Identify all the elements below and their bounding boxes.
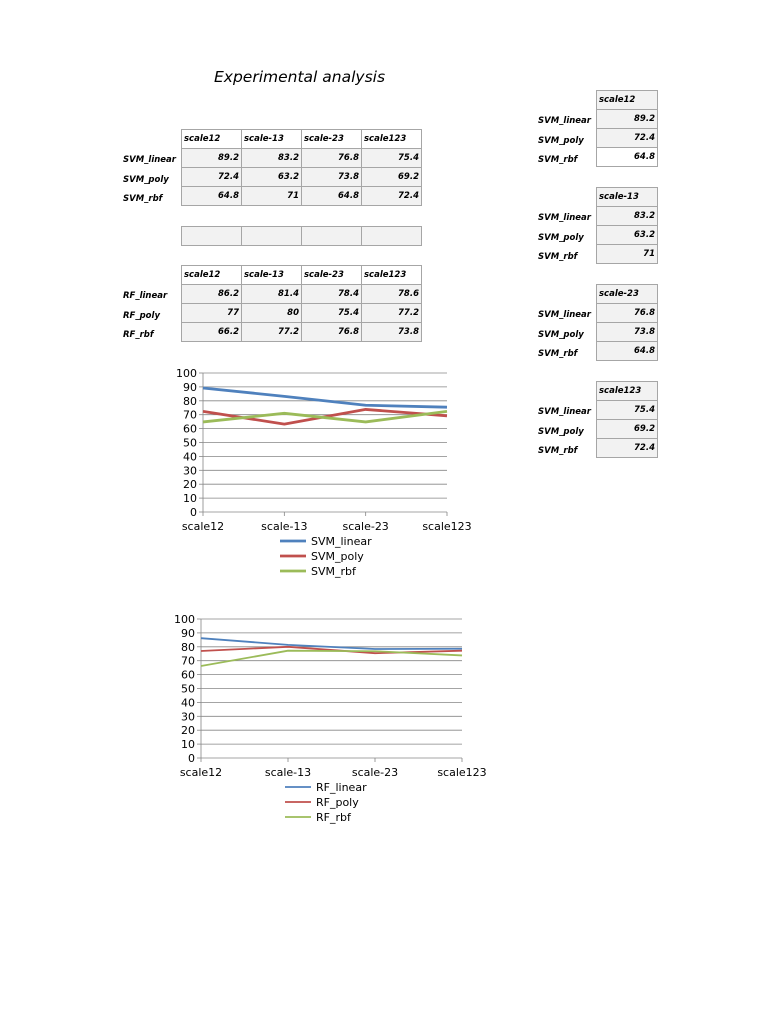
table-cell: 89.2 xyxy=(182,149,242,168)
side-table-scale-23 xyxy=(596,284,658,361)
y-tick-label: 90 xyxy=(183,380,197,394)
table-cell: 64.8 xyxy=(597,148,658,167)
rf-row-label: RF_rbf xyxy=(123,330,154,340)
side-table-scale123 xyxy=(596,381,658,458)
table-header-cell: scale123 xyxy=(362,130,422,149)
table-cell: 76.8 xyxy=(302,323,362,342)
table-cell: 64.8 xyxy=(302,187,362,206)
y-tick-label: 0 xyxy=(190,506,197,519)
side-row-label: SVM_linear xyxy=(538,310,591,320)
empty-cell xyxy=(182,227,242,246)
series-line-RF_linear xyxy=(201,638,462,649)
table-cell: 72.4 xyxy=(597,439,658,458)
empty-table-row xyxy=(181,226,422,246)
empty-cell xyxy=(242,227,302,246)
side-table-scale12 xyxy=(596,90,658,167)
side-table-header: scale-23 xyxy=(597,285,658,304)
y-tick-label: 80 xyxy=(181,640,195,654)
y-tick-label: 100 xyxy=(174,613,195,626)
y-tick-label: 30 xyxy=(181,710,195,724)
table-cell: 78.4 xyxy=(302,285,362,304)
side-row-label: SVM_linear xyxy=(538,213,591,223)
x-tick-label: scale-23 xyxy=(342,520,389,533)
y-tick-label: 70 xyxy=(183,408,197,422)
y-tick-label: 60 xyxy=(183,422,197,436)
x-tick-label: scale123 xyxy=(437,766,487,779)
table-cell: 76.8 xyxy=(597,304,658,323)
table-row xyxy=(182,187,422,206)
side-row-label: SVM_poly xyxy=(538,136,584,146)
side-row-label: SVM_poly xyxy=(538,427,584,437)
table-cell: 83.2 xyxy=(597,207,658,226)
y-tick-label: 30 xyxy=(183,464,197,478)
y-tick-label: 100 xyxy=(176,367,197,380)
y-tick-label: 0 xyxy=(188,752,195,765)
table-cell: 78.6 xyxy=(362,285,422,304)
table-cell: 86.2 xyxy=(182,285,242,304)
table-header-cell: scale123 xyxy=(362,266,422,285)
y-tick-label: 80 xyxy=(183,394,197,408)
rf-results-table xyxy=(181,265,422,342)
legend-label: RF_linear xyxy=(316,781,367,794)
y-tick-label: 50 xyxy=(181,682,195,696)
y-tick-label: 40 xyxy=(181,696,195,710)
side-table-header: scale12 xyxy=(597,91,658,110)
table-cell: 73.8 xyxy=(302,168,362,187)
series-line-SVM_linear xyxy=(203,388,447,407)
side-row-label: SVM_linear xyxy=(538,116,591,126)
x-tick-label: scale12 xyxy=(181,520,225,533)
x-tick-label: scale12 xyxy=(179,766,223,779)
table-cell: 66.2 xyxy=(182,323,242,342)
table-cell: 69.2 xyxy=(597,420,658,439)
x-tick-label: scale123 xyxy=(422,520,472,533)
side-row-label: SVM_rbf xyxy=(538,349,578,359)
svm-row-label: SVM_rbf xyxy=(123,194,163,204)
table-cell: 77.2 xyxy=(242,323,302,342)
rf-line-chart xyxy=(160,608,500,830)
side-row-label: SVM_rbf xyxy=(538,155,578,165)
table-cell: 69.2 xyxy=(362,168,422,187)
x-tick-label: scale-13 xyxy=(261,520,308,533)
table-cell: 89.2 xyxy=(597,110,658,129)
table-cell: 76.8 xyxy=(302,149,362,168)
table-cell: 64.8 xyxy=(597,342,658,361)
x-tick-label: scale-23 xyxy=(351,766,399,779)
table-row xyxy=(182,304,422,323)
table-header-cell: scale-23 xyxy=(302,266,362,285)
side-row-label: SVM_poly xyxy=(538,330,584,340)
side-row-label: SVM_rbf xyxy=(538,252,578,262)
table-cell: 64.8 xyxy=(182,187,242,206)
side-table-scale-13 xyxy=(596,187,658,264)
y-tick-label: 40 xyxy=(183,450,197,464)
svm-row-label: SVM_poly xyxy=(123,175,169,185)
y-tick-label: 20 xyxy=(181,724,195,738)
empty-cell xyxy=(362,227,422,246)
legend-label: RF_rbf xyxy=(316,811,351,824)
svm-row-label: SVM_linear xyxy=(123,155,176,165)
table-cell: 77 xyxy=(182,304,242,323)
legend-label: SVM_poly xyxy=(311,550,364,563)
side-row-label: SVM_rbf xyxy=(538,446,578,456)
table-cell: 75.4 xyxy=(302,304,362,323)
rf-row-label: RF_poly xyxy=(123,311,160,321)
table-cell: 75.4 xyxy=(362,149,422,168)
svm-line-chart xyxy=(160,362,500,584)
table-row xyxy=(182,168,422,187)
series-line-RF_rbf xyxy=(201,651,462,666)
side-table-header: scale123 xyxy=(597,382,658,401)
table-cell: 73.8 xyxy=(362,323,422,342)
page-title: Experimental analysis xyxy=(214,68,386,86)
svm-results-table xyxy=(181,129,422,206)
table-row xyxy=(182,323,422,342)
legend-label: SVM_rbf xyxy=(311,565,356,578)
table-cell: 75.4 xyxy=(597,401,658,420)
table-cell: 71 xyxy=(597,245,658,264)
side-row-label: SVM_poly xyxy=(538,233,584,243)
x-tick-label: scale-13 xyxy=(264,766,312,779)
table-header-cell: scale12 xyxy=(182,266,242,285)
table-cell: 77.2 xyxy=(362,304,422,323)
empty-cell xyxy=(302,227,362,246)
side-table-header: scale-13 xyxy=(597,188,658,207)
y-tick-label: 70 xyxy=(181,654,195,668)
table-cell: 71 xyxy=(242,187,302,206)
table-row xyxy=(182,285,422,304)
legend-label: SVM_linear xyxy=(311,535,372,548)
table-cell: 63.2 xyxy=(242,168,302,187)
y-tick-label: 10 xyxy=(183,492,197,506)
table-row xyxy=(182,149,422,168)
y-tick-label: 90 xyxy=(181,626,195,640)
table-cell: 73.8 xyxy=(597,323,658,342)
y-tick-label: 10 xyxy=(181,738,195,752)
table-cell: 80 xyxy=(242,304,302,323)
table-cell: 63.2 xyxy=(597,226,658,245)
legend-label: RF_poly xyxy=(316,796,359,809)
side-row-label: SVM_linear xyxy=(538,407,591,417)
table-header-cell: scale-13 xyxy=(242,266,302,285)
table-header-cell: scale12 xyxy=(182,130,242,149)
table-cell: 72.4 xyxy=(182,168,242,187)
table-cell: 72.4 xyxy=(597,129,658,148)
y-tick-label: 50 xyxy=(183,436,197,450)
y-tick-label: 20 xyxy=(183,478,197,492)
table-cell: 72.4 xyxy=(362,187,422,206)
table-header-cell: scale-13 xyxy=(242,130,302,149)
table-cell: 81.4 xyxy=(242,285,302,304)
rf-row-label: RF_linear xyxy=(123,291,168,301)
table-header-row xyxy=(182,266,422,285)
table-header-row xyxy=(182,130,422,149)
table-row xyxy=(182,227,422,246)
table-header-cell: scale-23 xyxy=(302,130,362,149)
table-cell: 83.2 xyxy=(242,149,302,168)
y-tick-label: 60 xyxy=(181,668,195,682)
